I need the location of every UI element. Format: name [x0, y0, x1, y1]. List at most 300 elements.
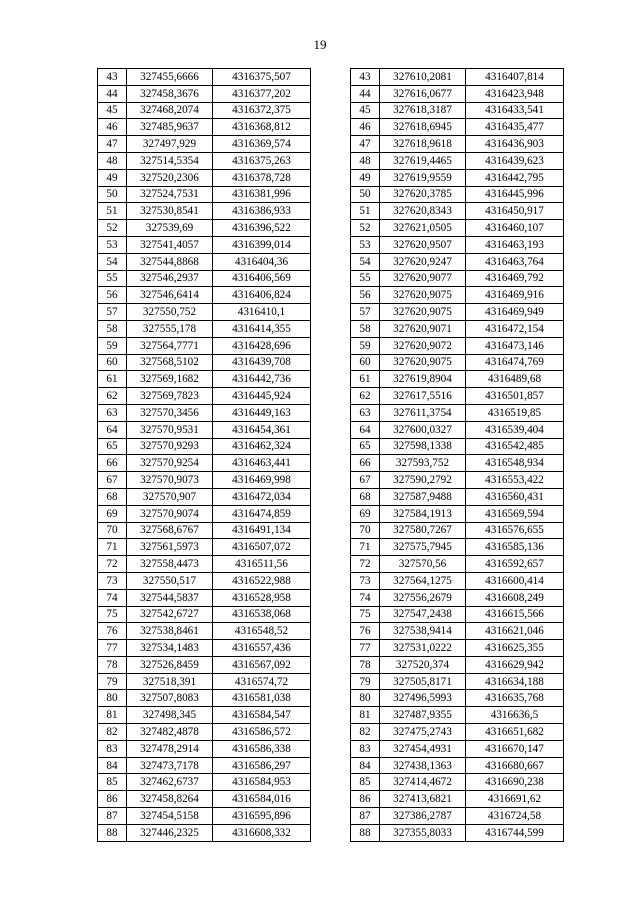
x-coordinate-cell: 327618,6945: [380, 119, 466, 136]
point-number-cell: 46: [351, 119, 380, 136]
table-row: [98, 421, 311, 438]
y-coordinate-cell: 4316576,655: [466, 522, 564, 539]
point-number-cell: 77: [98, 640, 127, 657]
point-number-cell: 59: [98, 337, 127, 354]
y-coordinate-cell: 4316404,36: [213, 253, 311, 270]
point-number-cell: 47: [351, 136, 380, 153]
table-row: [98, 656, 311, 673]
table-row: [351, 505, 564, 522]
x-coordinate-cell: 327593,752: [380, 455, 466, 472]
x-coordinate-cell: 327556,2679: [380, 589, 466, 606]
x-coordinate-cell: 327462,6737: [127, 774, 213, 791]
point-number-cell: 81: [351, 707, 380, 724]
y-coordinate-cell: 4316528,958: [213, 589, 311, 606]
point-number-cell: 82: [98, 724, 127, 741]
y-coordinate-cell: 4316491,134: [213, 522, 311, 539]
point-number-cell: 52: [98, 220, 127, 237]
y-coordinate-cell: 4316463,441: [213, 455, 311, 472]
table-row: [351, 673, 564, 690]
point-number-cell: 73: [351, 572, 380, 589]
x-coordinate-cell: 327620,9077: [380, 270, 466, 287]
y-coordinate-cell: 4316445,924: [213, 388, 311, 405]
y-coordinate-cell: 4316428,696: [213, 337, 311, 354]
table-row: [98, 757, 311, 774]
table-row: [98, 169, 311, 186]
y-coordinate-cell: 4316548,934: [466, 455, 564, 472]
x-coordinate-cell: 327575,7945: [380, 539, 466, 556]
page-number: 19: [313, 37, 327, 52]
point-number-cell: 67: [351, 472, 380, 489]
table-row: [98, 824, 311, 841]
point-number-cell: 74: [351, 589, 380, 606]
point-number-cell: 79: [98, 673, 127, 690]
y-coordinate-cell: 4316368,812: [213, 119, 311, 136]
y-coordinate-cell: 4316511,56: [213, 556, 311, 573]
x-coordinate-cell: 327458,8264: [127, 791, 213, 808]
table-row: [98, 119, 311, 136]
y-coordinate-cell: 4316463,764: [466, 253, 564, 270]
y-coordinate-cell: 4316436,903: [466, 136, 564, 153]
point-number-cell: 47: [98, 136, 127, 153]
x-coordinate-cell: 327569,1682: [127, 371, 213, 388]
x-coordinate-cell: 327568,6767: [127, 522, 213, 539]
point-number-cell: 71: [98, 539, 127, 556]
y-coordinate-cell: 4316469,998: [213, 472, 311, 489]
table-row: [98, 472, 311, 489]
x-coordinate-cell: 327458,3676: [127, 85, 213, 102]
y-coordinate-cell: 4316501,857: [466, 388, 564, 405]
y-coordinate-cell: 4316724,58: [466, 808, 564, 825]
x-coordinate-cell: 327570,9293: [127, 438, 213, 455]
x-coordinate-cell: 327620,9072: [380, 337, 466, 354]
point-number-cell: 73: [98, 572, 127, 589]
table-row: [351, 253, 564, 270]
y-coordinate-cell: 4316581,038: [213, 690, 311, 707]
point-number-cell: 83: [98, 740, 127, 757]
y-coordinate-cell: 4316489,68: [466, 371, 564, 388]
x-coordinate-cell: 327541,4057: [127, 236, 213, 253]
table-row: [351, 707, 564, 724]
coordinates-table-right: [350, 68, 564, 842]
point-number-cell: 51: [98, 203, 127, 220]
table-row: [351, 472, 564, 489]
x-coordinate-cell: 327570,9074: [127, 505, 213, 522]
point-number-cell: 56: [98, 287, 127, 304]
table-row: [351, 656, 564, 673]
x-coordinate-cell: 327538,9414: [380, 623, 466, 640]
y-coordinate-cell: 4316399,014: [213, 236, 311, 253]
point-number-cell: 88: [98, 824, 127, 841]
x-coordinate-cell: 327520,374: [380, 656, 466, 673]
point-number-cell: 54: [351, 253, 380, 270]
x-coordinate-cell: 327455,6666: [127, 69, 213, 86]
y-coordinate-cell: 4316629,942: [466, 656, 564, 673]
table-row: [98, 354, 311, 371]
table-row: [98, 673, 311, 690]
table-row: [351, 606, 564, 623]
x-coordinate-cell: 327620,3785: [380, 186, 466, 203]
table-row: [98, 556, 311, 573]
table-row: [351, 354, 564, 371]
y-coordinate-cell: 4316442,795: [466, 169, 564, 186]
y-coordinate-cell: 4316414,355: [213, 320, 311, 337]
x-coordinate-cell: 327526,8459: [127, 656, 213, 673]
point-number-cell: 72: [351, 556, 380, 573]
y-coordinate-cell: 4316680,667: [466, 757, 564, 774]
table-row: [98, 287, 311, 304]
y-coordinate-cell: 4316600,414: [466, 572, 564, 589]
x-coordinate-cell: 327498,345: [127, 707, 213, 724]
y-coordinate-cell: 4316615,566: [466, 606, 564, 623]
point-number-cell: 87: [98, 808, 127, 825]
x-coordinate-cell: 327598,1338: [380, 438, 466, 455]
y-coordinate-cell: 4316586,297: [213, 757, 311, 774]
point-number-cell: 80: [98, 690, 127, 707]
table-row: [351, 287, 564, 304]
point-number-cell: 68: [351, 488, 380, 505]
y-coordinate-cell: 4316670,147: [466, 740, 564, 757]
table-row: [98, 304, 311, 321]
coordinates-table-left: [97, 68, 311, 842]
y-coordinate-cell: 4316406,569: [213, 270, 311, 287]
point-number-cell: 66: [98, 455, 127, 472]
point-number-cell: 50: [351, 186, 380, 203]
x-coordinate-cell: 327507,8083: [127, 690, 213, 707]
point-number-cell: 84: [98, 757, 127, 774]
point-number-cell: 66: [351, 455, 380, 472]
table-row: [351, 421, 564, 438]
y-coordinate-cell: 4316507,072: [213, 539, 311, 556]
y-coordinate-cell: 4316472,154: [466, 320, 564, 337]
x-coordinate-cell: 327473,7178: [127, 757, 213, 774]
x-coordinate-cell: 327386,2787: [380, 808, 466, 825]
x-coordinate-cell: 327487,9355: [380, 707, 466, 724]
y-coordinate-cell: 4316474,859: [213, 505, 311, 522]
table-row: [98, 220, 311, 237]
y-coordinate-cell: 4316542,485: [466, 438, 564, 455]
table-row: [351, 623, 564, 640]
y-coordinate-cell: 4316584,547: [213, 707, 311, 724]
x-coordinate-cell: 327547,2438: [380, 606, 466, 623]
x-coordinate-cell: 327542,6727: [127, 606, 213, 623]
x-coordinate-cell: 327468,2074: [127, 102, 213, 119]
table-row: [98, 404, 311, 421]
table-row: [98, 438, 311, 455]
y-coordinate-cell: 4316595,896: [213, 808, 311, 825]
point-number-cell: 60: [351, 354, 380, 371]
point-number-cell: 49: [98, 169, 127, 186]
point-number-cell: 57: [351, 304, 380, 321]
point-number-cell: 83: [351, 740, 380, 757]
y-coordinate-cell: 4316584,953: [213, 774, 311, 791]
table-row: [98, 203, 311, 220]
x-coordinate-cell: 327570,907: [127, 488, 213, 505]
y-coordinate-cell: 4316407,814: [466, 69, 564, 86]
x-coordinate-cell: 327485,9637: [127, 119, 213, 136]
point-number-cell: 55: [98, 270, 127, 287]
table-row: [351, 724, 564, 741]
x-coordinate-cell: 327587,9488: [380, 488, 466, 505]
x-coordinate-cell: 327482,4878: [127, 724, 213, 741]
x-coordinate-cell: 327619,8904: [380, 371, 466, 388]
point-number-cell: 48: [98, 152, 127, 169]
table-row: [98, 253, 311, 270]
x-coordinate-cell: 327544,8868: [127, 253, 213, 270]
x-coordinate-cell: 327570,9531: [127, 421, 213, 438]
x-coordinate-cell: 327414,4672: [380, 774, 466, 791]
point-number-cell: 70: [351, 522, 380, 539]
table-row: [98, 774, 311, 791]
y-coordinate-cell: 4316474,769: [466, 354, 564, 371]
y-coordinate-cell: 4316372,375: [213, 102, 311, 119]
y-coordinate-cell: 4316423,948: [466, 85, 564, 102]
x-coordinate-cell: 327619,9559: [380, 169, 466, 186]
point-number-cell: 54: [98, 253, 127, 270]
point-number-cell: 56: [351, 287, 380, 304]
table-row: [351, 304, 564, 321]
y-coordinate-cell: 4316634,188: [466, 673, 564, 690]
x-coordinate-cell: 327558,4473: [127, 556, 213, 573]
x-coordinate-cell: 327570,9073: [127, 472, 213, 489]
table-row: [351, 152, 564, 169]
y-coordinate-cell: 4316690,238: [466, 774, 564, 791]
x-coordinate-cell: 327546,6414: [127, 287, 213, 304]
table-row: [351, 203, 564, 220]
point-number-cell: 49: [351, 169, 380, 186]
y-coordinate-cell: 4316567,092: [213, 656, 311, 673]
y-coordinate-cell: 4316463,193: [466, 236, 564, 253]
table-row: [98, 707, 311, 724]
table-row: [351, 85, 564, 102]
x-coordinate-cell: 327611,3754: [380, 404, 466, 421]
y-coordinate-cell: 4316608,332: [213, 824, 311, 841]
table-row: [351, 740, 564, 757]
x-coordinate-cell: 327538,8461: [127, 623, 213, 640]
table-row: [98, 589, 311, 606]
x-coordinate-cell: 327620,9507: [380, 236, 466, 253]
table-row: [351, 522, 564, 539]
y-coordinate-cell: 4316608,249: [466, 589, 564, 606]
y-coordinate-cell: 4316574,72: [213, 673, 311, 690]
y-coordinate-cell: 4316592,657: [466, 556, 564, 573]
y-coordinate-cell: 4316454,361: [213, 421, 311, 438]
y-coordinate-cell: 4316445,996: [466, 186, 564, 203]
table-row: [351, 640, 564, 657]
x-coordinate-cell: 327620,8343: [380, 203, 466, 220]
x-coordinate-cell: 327413,6821: [380, 791, 466, 808]
y-coordinate-cell: 4316625,355: [466, 640, 564, 657]
x-coordinate-cell: 327524,7531: [127, 186, 213, 203]
y-coordinate-cell: 4316473,146: [466, 337, 564, 354]
table-row: [98, 85, 311, 102]
x-coordinate-cell: 327600,0327: [380, 421, 466, 438]
point-number-cell: 86: [98, 791, 127, 808]
table-row: [351, 455, 564, 472]
table-row: [98, 270, 311, 287]
x-coordinate-cell: 327555,178: [127, 320, 213, 337]
y-coordinate-cell: 4316396,522: [213, 220, 311, 237]
x-coordinate-cell: 327620,9075: [380, 354, 466, 371]
point-number-cell: 48: [351, 152, 380, 169]
table-row: [351, 119, 564, 136]
point-number-cell: 64: [98, 421, 127, 438]
x-coordinate-cell: 327616,0677: [380, 85, 466, 102]
point-number-cell: 60: [98, 354, 127, 371]
x-coordinate-cell: 327618,3187: [380, 102, 466, 119]
x-coordinate-cell: 327534,1483: [127, 640, 213, 657]
x-coordinate-cell: 327617,5516: [380, 388, 466, 405]
point-number-cell: 58: [351, 320, 380, 337]
x-coordinate-cell: 327546,2937: [127, 270, 213, 287]
x-coordinate-cell: 327475,2743: [380, 724, 466, 741]
table-row: [98, 388, 311, 405]
x-coordinate-cell: 327520,2306: [127, 169, 213, 186]
table-row: [98, 724, 311, 741]
x-coordinate-cell: 327621,0505: [380, 220, 466, 237]
point-number-cell: 61: [351, 371, 380, 388]
point-number-cell: 65: [351, 438, 380, 455]
table-row: [351, 186, 564, 203]
y-coordinate-cell: 4316386,933: [213, 203, 311, 220]
y-coordinate-cell: 4316460,107: [466, 220, 564, 237]
x-coordinate-cell: 327544,5837: [127, 589, 213, 606]
x-coordinate-cell: 327618,9618: [380, 136, 466, 153]
y-coordinate-cell: 4316569,594: [466, 505, 564, 522]
x-coordinate-cell: 327570,9254: [127, 455, 213, 472]
table-row: [351, 69, 564, 86]
table-row: [351, 102, 564, 119]
table-row: [98, 623, 311, 640]
point-number-cell: 76: [98, 623, 127, 640]
point-number-cell: 53: [351, 236, 380, 253]
y-coordinate-cell: 4316462,324: [213, 438, 311, 455]
x-coordinate-cell: 327590,2792: [380, 472, 466, 489]
point-number-cell: 52: [351, 220, 380, 237]
y-coordinate-cell: 4316369,574: [213, 136, 311, 153]
table-row: [351, 808, 564, 825]
point-number-cell: 79: [351, 673, 380, 690]
x-coordinate-cell: 327620,9075: [380, 287, 466, 304]
point-number-cell: 69: [351, 505, 380, 522]
point-number-cell: 87: [351, 808, 380, 825]
x-coordinate-cell: 327619,4465: [380, 152, 466, 169]
table-row: [98, 572, 311, 589]
point-number-cell: 62: [351, 388, 380, 405]
y-coordinate-cell: 4316439,708: [213, 354, 311, 371]
y-coordinate-cell: 4316469,792: [466, 270, 564, 287]
table-row: [98, 236, 311, 253]
y-coordinate-cell: 4316472,034: [213, 488, 311, 505]
point-number-cell: 85: [98, 774, 127, 791]
table-row: [351, 438, 564, 455]
point-number-cell: 72: [98, 556, 127, 573]
x-coordinate-cell: 327564,1275: [380, 572, 466, 589]
x-coordinate-cell: 327539,69: [127, 220, 213, 237]
point-number-cell: 75: [351, 606, 380, 623]
point-number-cell: 69: [98, 505, 127, 522]
y-coordinate-cell: 4316538,068: [213, 606, 311, 623]
table-row: [351, 539, 564, 556]
table-row: [98, 455, 311, 472]
point-number-cell: 74: [98, 589, 127, 606]
table-row: [351, 404, 564, 421]
y-coordinate-cell: 4316584,016: [213, 791, 311, 808]
table-row: [351, 337, 564, 354]
x-coordinate-cell: 327496,5993: [380, 690, 466, 707]
point-number-cell: 55: [351, 270, 380, 287]
point-number-cell: 59: [351, 337, 380, 354]
point-number-cell: 51: [351, 203, 380, 220]
point-number-cell: 80: [351, 690, 380, 707]
point-number-cell: 68: [98, 488, 127, 505]
x-coordinate-cell: 327446,2325: [127, 824, 213, 841]
table-row: [98, 136, 311, 153]
y-coordinate-cell: 4316635,768: [466, 690, 564, 707]
table-row: [98, 808, 311, 825]
x-coordinate-cell: 327438,1363: [380, 757, 466, 774]
table-row: [351, 757, 564, 774]
point-number-cell: 61: [98, 371, 127, 388]
table-row: [351, 556, 564, 573]
y-coordinate-cell: 4316651,682: [466, 724, 564, 741]
y-coordinate-cell: 4316435,477: [466, 119, 564, 136]
point-number-cell: 45: [351, 102, 380, 119]
x-coordinate-cell: 327355,8033: [380, 824, 466, 841]
table-row: [351, 791, 564, 808]
x-coordinate-cell: 327568,5102: [127, 354, 213, 371]
y-coordinate-cell: 4316433,541: [466, 102, 564, 119]
point-number-cell: 44: [98, 85, 127, 102]
table-row: [98, 522, 311, 539]
table-row: [351, 136, 564, 153]
table-row: [98, 791, 311, 808]
x-coordinate-cell: 327497,929: [127, 136, 213, 153]
y-coordinate-cell: 4316585,136: [466, 539, 564, 556]
table-row: [98, 371, 311, 388]
y-coordinate-cell: 4316586,338: [213, 740, 311, 757]
table-row: [351, 488, 564, 505]
table-row: [351, 774, 564, 791]
y-coordinate-cell: 4316377,202: [213, 85, 311, 102]
x-coordinate-cell: 327580,7267: [380, 522, 466, 539]
table-row: [351, 388, 564, 405]
table-row: [98, 186, 311, 203]
table-row: [98, 102, 311, 119]
point-number-cell: 86: [351, 791, 380, 808]
x-coordinate-cell: 327530,8541: [127, 203, 213, 220]
point-number-cell: 70: [98, 522, 127, 539]
point-number-cell: 64: [351, 421, 380, 438]
y-coordinate-cell: 4316381,996: [213, 186, 311, 203]
table-row: [351, 690, 564, 707]
y-coordinate-cell: 4316442,736: [213, 371, 311, 388]
y-coordinate-cell: 4316553,422: [466, 472, 564, 489]
y-coordinate-cell: 4316375,507: [213, 69, 311, 86]
table-row: [351, 824, 564, 841]
table-row: [98, 69, 311, 86]
table-row: [98, 606, 311, 623]
table-row: [351, 270, 564, 287]
x-coordinate-cell: 327505,8171: [380, 673, 466, 690]
y-coordinate-cell: 4316560,431: [466, 488, 564, 505]
point-number-cell: 88: [351, 824, 380, 841]
x-coordinate-cell: 327569,7823: [127, 388, 213, 405]
x-coordinate-cell: 327570,56: [380, 556, 466, 573]
y-coordinate-cell: 4316375,263: [213, 152, 311, 169]
x-coordinate-cell: 327620,9071: [380, 320, 466, 337]
point-number-cell: 67: [98, 472, 127, 489]
point-number-cell: 63: [351, 404, 380, 421]
